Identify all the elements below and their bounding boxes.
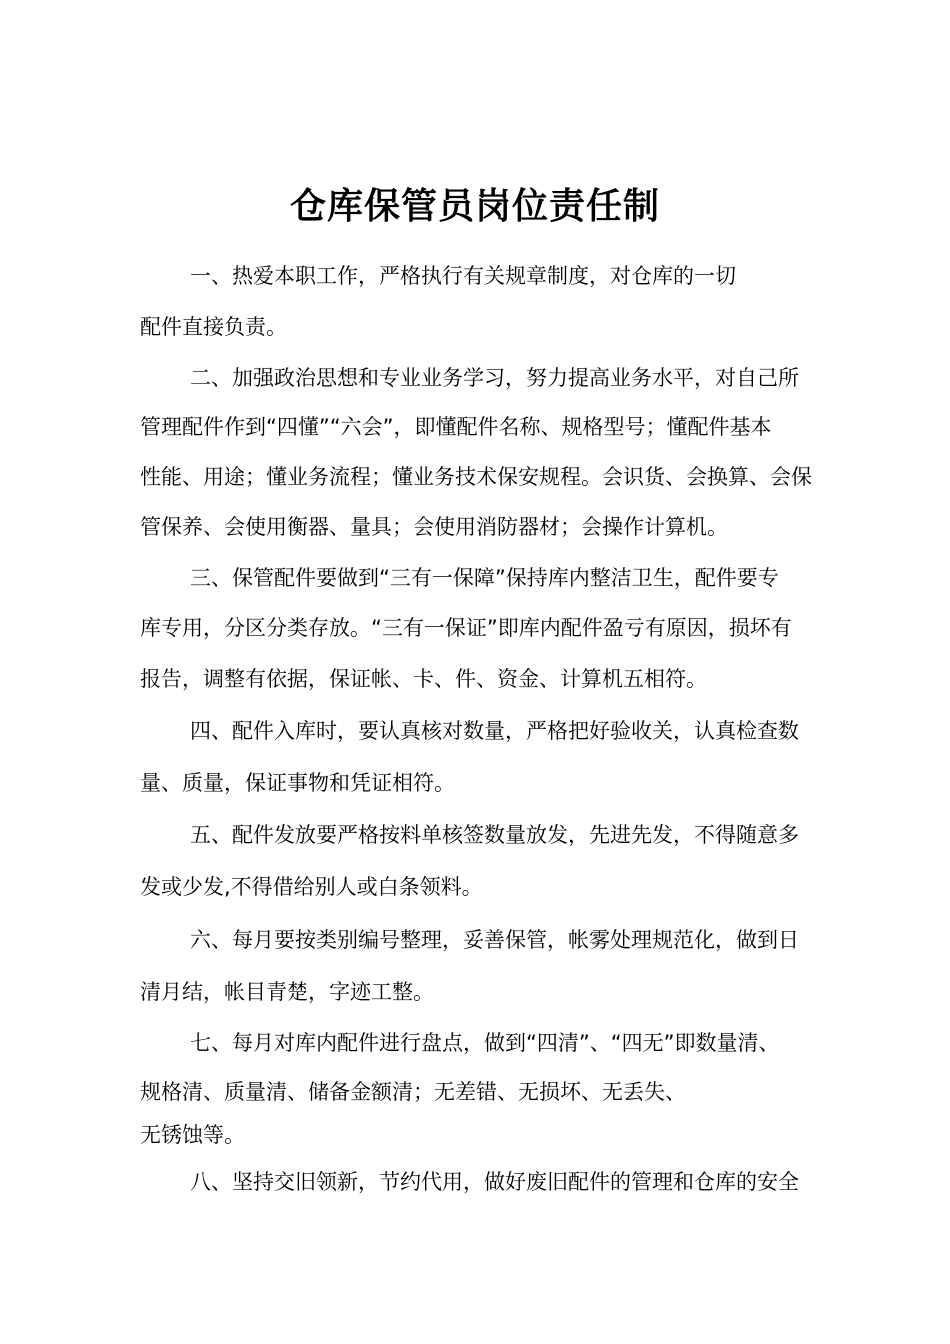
paragraph-line: 七、每月对库内配件进行盘点，做到“四清”、“四无”即数量清、 bbox=[190, 1031, 780, 1055]
paragraph-line: 无锈蚀等。 bbox=[140, 1123, 245, 1147]
paragraph-line: 四、配件入库时，要认真核对数量，严格把好验收关，认真检查数 bbox=[190, 719, 799, 743]
paragraph-line: 量、质量，保证事物和凭证相符。 bbox=[140, 771, 455, 795]
paragraph-line: 管理配件作到“四懂”“六会”，即懂配件名称、规格型号；懂配件基本 bbox=[140, 415, 772, 439]
paragraph-line: 一、热爱本职工作，严格执行有关规章制度，对仓库的一切 bbox=[190, 264, 736, 288]
paragraph-line: 清月结，帐目青楚，字迹工整。 bbox=[140, 980, 434, 1004]
paragraph-line: 报告，调整有依据，保证帐、卡、件、资金、计算机五相符。 bbox=[140, 667, 707, 691]
paragraph-line: 二、加强政治思想和专业业务学习，努力提高业务水平，对自己所 bbox=[190, 366, 799, 390]
paragraph-line: 八、坚持交旧领新，节约代用，做好废旧配件的管理和仓库的安全 bbox=[190, 1170, 799, 1194]
paragraph-line: 三、保管配件要做到“三有一保障”保持库内整洁卫生，配件要专 bbox=[190, 566, 779, 590]
paragraph-line: 配件直接负责。 bbox=[140, 315, 287, 339]
paragraph-line: 管保养、会使用衡器、量具；会使用消防器材；会操作计算机。 bbox=[140, 515, 728, 539]
paragraph-line: 性能、用途；懂业务流程；懂业务技术保安规程。会识货、会换算、会保 bbox=[140, 465, 812, 489]
paragraph-line: 发或少发,不得借给别人或白条领料。 bbox=[140, 875, 483, 899]
document-title: 仓库保管员岗位责任制 bbox=[289, 186, 660, 227]
paragraph-line: 库专用，分区分类存放。“三有一保证”即库内配件盈亏有原因，损坏有 bbox=[140, 616, 792, 640]
paragraph-line: 规格清、质量清、储备金额清；无差错、无损坏、无丢失、 bbox=[140, 1080, 686, 1104]
paragraph-line: 六、每月要按类别编号整理，妥善保管，帐雾处理规范化，做到日 bbox=[190, 928, 799, 952]
paragraph-line: 五、配件发放要严格按料单核签数量放发，先进先发，不得随意多 bbox=[190, 823, 799, 847]
